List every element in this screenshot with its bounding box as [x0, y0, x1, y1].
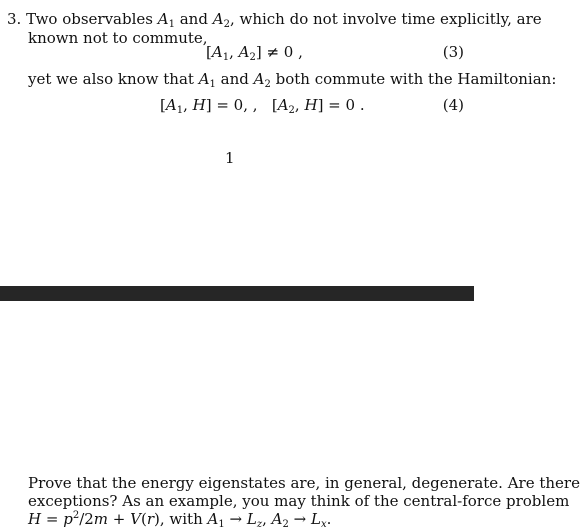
math-A2: A	[212, 10, 224, 28]
text-run: Two observables	[26, 10, 158, 28]
text-run: and	[174, 10, 213, 28]
math-bracket: [	[206, 43, 212, 61]
math-A2: A	[277, 96, 289, 114]
math-arrow: →	[224, 510, 247, 528]
text-run: known not to commute,	[28, 29, 208, 47]
text-run: yet we also know that	[28, 70, 199, 88]
math-rhs: ] = 0 .	[317, 96, 365, 114]
equation-3-number: (3)	[442, 43, 464, 61]
math-L: L	[310, 510, 321, 528]
page-divider	[0, 286, 474, 301]
math-space	[258, 96, 272, 114]
math-V: V	[130, 510, 141, 528]
math-rhs: ] = 0, ,	[205, 96, 258, 114]
math-paren: )	[154, 510, 160, 528]
math-sub: 1	[218, 519, 225, 530]
text-run: exceptions? As an example, you may think of the central-force problem	[28, 492, 570, 510]
text-run: and	[215, 70, 254, 88]
math-A1: A	[198, 70, 210, 88]
math-sub: 1	[176, 105, 184, 116]
math-paren: (	[140, 510, 147, 528]
math-sub: 2	[282, 519, 289, 530]
math-bracket: [	[271, 96, 278, 114]
equation-4	[160, 96, 365, 114]
math-comma: ,	[183, 96, 193, 114]
math-H: H	[192, 96, 206, 114]
math-A1: A	[211, 43, 223, 61]
problem-line-2	[28, 29, 208, 47]
problem-number: 3.	[7, 10, 22, 28]
text-run: , with	[159, 510, 208, 528]
equation-3	[206, 43, 303, 61]
math-arrow: →	[288, 510, 311, 528]
math-sub: 2	[249, 52, 256, 63]
math-A2: A	[271, 510, 283, 528]
text-run: Prove that the energy eigenstates are, in general, degenerate. Are there	[28, 474, 580, 492]
math-sup: 2	[72, 510, 80, 521]
problem-line-3	[28, 70, 556, 88]
math-comma: ,	[229, 43, 239, 61]
text-run: .	[326, 510, 332, 528]
page-number: 1	[225, 149, 235, 167]
math-comma: ,	[294, 96, 305, 114]
prove-line-1	[28, 474, 580, 492]
math-A1: A	[165, 96, 177, 114]
math-A1: A	[207, 510, 219, 528]
equation-4-number: (4)	[442, 96, 464, 114]
math-L: L	[246, 510, 257, 528]
math-sub: 1	[222, 52, 230, 63]
math-bracket: [	[160, 96, 166, 114]
math-H: H	[28, 510, 42, 528]
math-op: =	[41, 510, 64, 528]
math-p: p	[63, 510, 73, 528]
problem-line-1	[7, 10, 542, 30]
text-run: both commute with the Hamiltonian:	[270, 70, 557, 88]
math-sub: 1	[168, 19, 175, 30]
math-A2: A	[238, 43, 250, 61]
math-sub: z	[256, 519, 263, 530]
math-sub: 2	[223, 19, 230, 30]
math-sub: 2	[288, 105, 295, 116]
prove-line-2	[28, 492, 570, 510]
math-m: m	[93, 510, 109, 528]
math-H: H	[304, 96, 318, 114]
math-r: r	[146, 510, 155, 528]
math-A1: A	[157, 10, 169, 28]
math-sub: x	[320, 519, 327, 530]
prove-line-3	[28, 510, 331, 528]
math-op: /2	[79, 510, 94, 528]
math-sub: 1	[209, 79, 216, 90]
math-A2: A	[253, 70, 265, 88]
math-sub: 2	[264, 79, 271, 90]
text-run: , which do not involve time explicitly, are	[229, 10, 542, 28]
math-rhs: ] ≠ 0 ,	[255, 43, 303, 61]
math-op: +	[108, 510, 131, 528]
text-run: ,	[262, 510, 272, 528]
